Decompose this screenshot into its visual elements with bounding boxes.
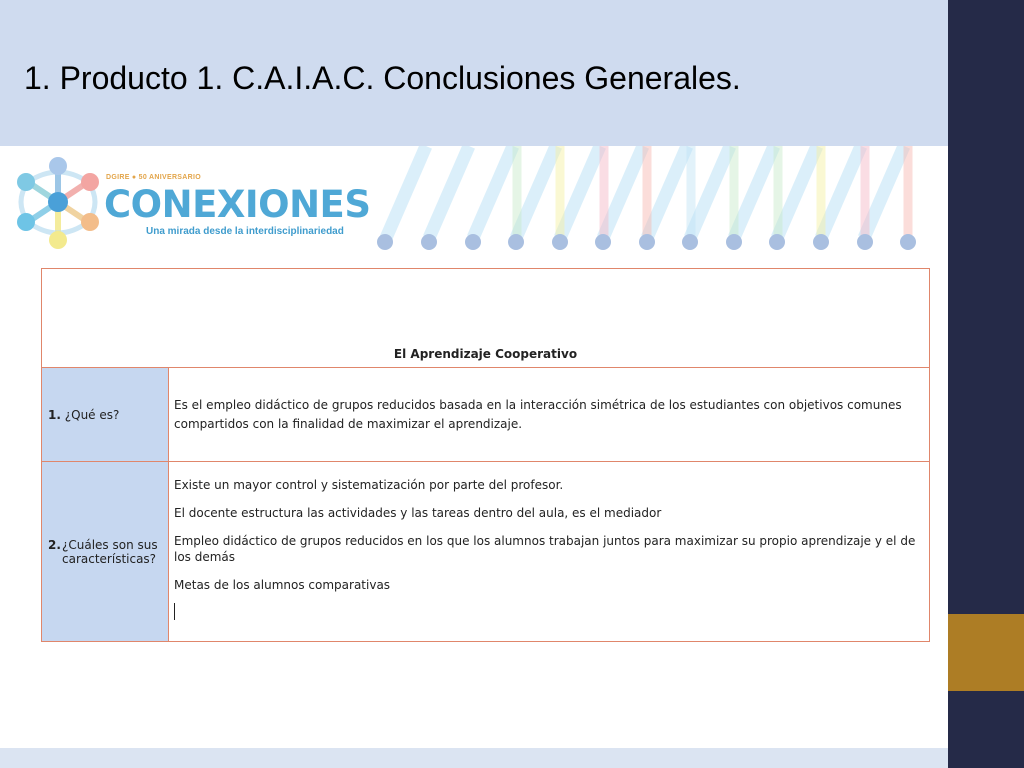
question-text: ¿Cuáles son sus características?: [62, 537, 158, 566]
sidebar-gold-accent: [948, 614, 1024, 691]
table-row: [42, 462, 930, 642]
table-row: [42, 368, 930, 462]
logo-name: CONEXIONES: [104, 183, 371, 226]
characteristic-item: Empleo didáctico de grupos reducidos en los que los alumnos trabajan juntos para maximizar su propio aprendizaje y el de los demás: [174, 534, 916, 564]
slide-title: 1. Producto 1. C.A.I.A.C. Conclusiones Generales.: [24, 60, 741, 96]
question-cell: [42, 462, 169, 642]
slide-header: [0, 0, 948, 146]
answer-cell[interactable]: [169, 462, 930, 642]
question-number: 2.: [48, 537, 61, 552]
question-number: 1.: [48, 407, 61, 422]
answer-text: Es el empleo didáctico de grupos reducidos basada en la interacción simétrica de los estudiantes con objetivos comunes compartidos con la finalidad de maximizar el aprendizaje.: [174, 397, 902, 431]
logo-eyebrow: DGIRE ● 50 ANIVERSARIO: [106, 174, 201, 181]
cooperative-learning-table: [41, 268, 930, 642]
answer-cell[interactable]: [169, 368, 930, 462]
text-cursor: [174, 603, 175, 620]
table-header-row: [42, 269, 930, 368]
characteristic-item: Metas de los alumnos comparativas: [174, 578, 391, 592]
question-text: ¿Qué es?: [64, 407, 120, 422]
bottom-band: [0, 748, 948, 768]
logo-tagline: Una mirada desde la interdisciplinariedad: [146, 226, 344, 237]
decorative-stripes: [370, 146, 930, 256]
conexiones-logo: [14, 152, 371, 252]
conexiones-network-icon: [14, 152, 104, 252]
table-header: El Aprendizaje Cooperativo: [42, 269, 930, 368]
question-cell: [42, 368, 169, 462]
characteristic-item: El docente estructura las actividades y las tareas dentro del aula, es el mediador: [174, 506, 662, 520]
characteristic-item: Existe un mayor control y sistematización por parte del profesor.: [174, 478, 564, 492]
